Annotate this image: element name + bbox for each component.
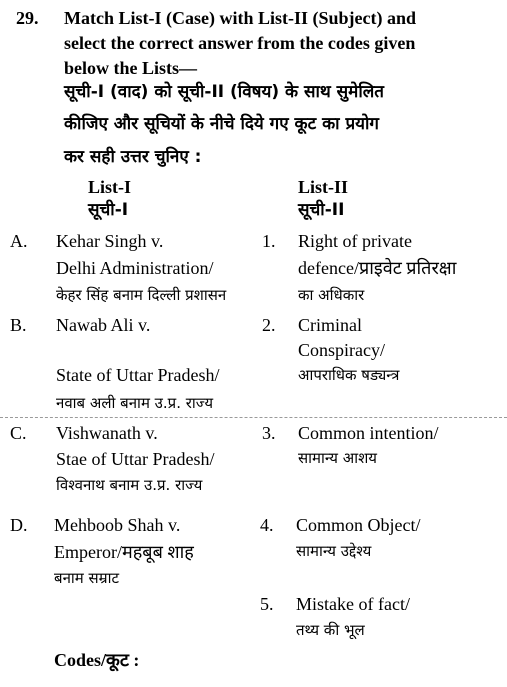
list2-item-line: का अधिकार (298, 286, 365, 304)
list2-item-label: 3. (262, 423, 276, 443)
list2-header-en: List-II (298, 177, 349, 197)
question-text-hi-line-3: कर सही उत्तर चुनिए : (64, 147, 202, 167)
list2-header-hi: सूची-II (298, 200, 345, 220)
list2-item-line: Common intention/ (298, 423, 439, 443)
question-text-hi-line-2: कीजिए और सूचियों के नीचे दिये गए कूट का प्रयोग (64, 114, 379, 134)
list1-item-label: D. (10, 515, 28, 535)
list1-item-line: Delhi Administration/ (56, 258, 214, 278)
question-text-hi-line-1: सूची-I (वाद) को सूची-II (विषय) के साथ सुमेलित (64, 82, 384, 102)
list1-item-line: Emperor/महबूब शाह (54, 542, 194, 562)
list2-item-line: सामान्य आशय (298, 449, 378, 467)
list1-header-hi: सूची-I (88, 200, 129, 220)
list1-item-line: केहर सिंह बनाम दिल्ली प्रशासन (56, 286, 227, 304)
list2-item-line: Conspiracy/ (298, 340, 385, 360)
list2-item-line: Common Object/ (296, 515, 421, 535)
list2-item-line: Right of private (298, 231, 412, 251)
list1-item-label: B. (10, 315, 27, 335)
list1-item-label: A. (10, 231, 28, 251)
list1-item-line: Kehar Singh v. (56, 231, 164, 251)
list1-item-line: State of Uttar Pradesh/ (56, 365, 220, 385)
section-divider (0, 417, 507, 418)
list1-item-line: Nawab Ali v. (56, 315, 151, 335)
list2-item-line: आपराधिक षड्यन्त्र (298, 366, 400, 384)
list2-item-line: Mistake of fact/ (296, 594, 410, 614)
list1-item-line: विश्वनाथ बनाम उ.प्र. राज्य (56, 476, 203, 494)
list2-item-line: तथ्य की भूल (296, 621, 365, 639)
list2-item-label: 1. (262, 231, 276, 251)
question-text-en-line-1: Match List-I (Case) with List-II (Subject) and (64, 8, 416, 28)
list1-item-line: नवाब अली बनाम उ.प्र. राज्य (56, 394, 214, 412)
list2-item-line: सामान्य उद्देश्य (296, 542, 372, 560)
list2-item-label: 4. (260, 515, 274, 535)
list1-item-line: Stae of Uttar Pradesh/ (56, 449, 215, 469)
list2-item-line: defence/प्राइवेट प्रतिरक्षा (298, 258, 457, 278)
codes-label: Codes/कूट : (54, 650, 140, 670)
list1-header-en: List-I (88, 177, 132, 197)
list2-item-line: Criminal (298, 315, 362, 335)
question-text-en-line-2: select the correct answer from the codes given (64, 33, 416, 53)
question-text-en-line-3: below the Lists— (64, 58, 198, 78)
question-number: 29. (16, 8, 39, 28)
list1-item-line: Vishwanath v. (56, 423, 158, 443)
list1-item-line: बनाम सम्राट (54, 569, 120, 587)
list1-item-line: Mehboob Shah v. (54, 515, 181, 535)
list2-item-label: 5. (260, 594, 274, 614)
list1-item-label: C. (10, 423, 27, 443)
list2-item-label: 2. (262, 315, 276, 335)
